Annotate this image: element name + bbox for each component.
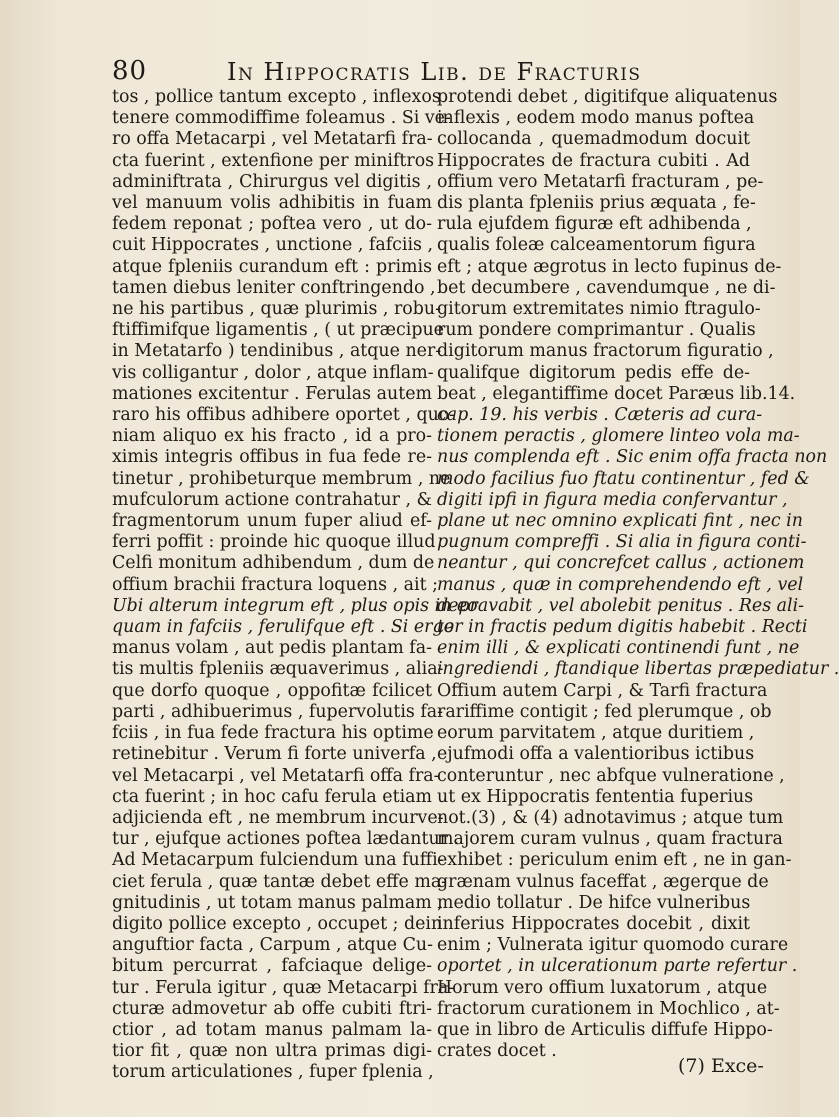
text-line: anguftior facta , Carpum , atque Cu- [112,935,433,956]
text-line: conteruntur , nec abfque vulneratione , [437,765,785,786]
text-line: fedem reponat ; poftea vero , ut do- [112,214,432,235]
text-line: quam in fafciis , ferulifque eft . Si ergo [112,617,455,638]
page-header [112,52,752,88]
text-line: pugnum compreffi . Si alia in figura conti- [437,532,807,553]
text-line: digitorum manus fractorum figuratio , [437,341,774,362]
text-line: inflexis , eodem modo manus poftea [437,108,755,129]
text-line: atque fpleniis curandum eft : primis [112,256,432,277]
text-line: tenere commodiffime foleamus . Si ve- [112,108,451,129]
text-line: gitorum extremitates nimio ftragulo- [437,299,761,320]
text-line: adjicienda eft , ne membrum incurve- [112,807,444,828]
text-line: Celfi monitum adhibendum , dum de [112,553,435,574]
text-line: tior fit , quæ non ultra primas digi- [112,1041,432,1062]
text-line: tionem peractis , glomere linteo vola ma- [437,426,800,447]
text-line: fractorum curationem in Mochlico , at- [437,998,780,1019]
text-line: manus volam , aut pedis plantam fa- [112,638,432,659]
running-title: In Hippocratis Lib. de Fracturis [227,58,642,86]
text-line: vel Metacarpi , vel Metatarfi offa fra- [112,765,440,786]
text-line: ctior , ad totam manus palmam la- [112,1019,432,1040]
text-line: neantur , qui concrefcet callus , actionem [437,553,805,574]
text-line: vis colligantur , dolor , atque inflam- [112,362,434,383]
text-line: Horum vero offium luxatorum , atque [437,977,768,998]
text-line: offium vero Metatarfi fracturam , pe- [437,171,764,192]
right-column [437,87,839,1062]
text-line: fragmentorum unum fuper aliud ef- [112,511,432,532]
text-line: Ad Metacarpum fulciendum una fuffi- [112,850,444,871]
text-line: ejufmodi offa a valentioribus ictibus [437,744,755,765]
text-line: ciet ferula , quæ tantæ debet effe ma- [112,871,448,892]
text-line: enim ; Vulnerata igitur quomodo curare [437,935,789,956]
text-line: cap. 19. his verbis . Cæteris ad cura- [437,405,763,426]
text-line: tos , pollice tantum excepto , inflexos [112,87,441,107]
text-line: retinebitur . Verum fi forte univerfa , [112,744,437,765]
text-line: beat , elegantiffime docet Paræus lib.14. [437,383,796,404]
text-line: gnitudinis , ut totam manus palmam , [112,892,443,913]
text-line: ftiffimifque ligamentis , ( ut præcipue [112,320,444,341]
text-line: digiti ipfi in figura media confervantur , [437,489,788,510]
text-line: torum articulationes , fuper fplenia , [112,1062,434,1083]
text-line: offium brachii fractura loquens , ait ; [112,574,438,595]
text-line: tur , ejufque actiones poftea lædantur . [112,829,460,850]
text-line: ut ex Hippocratis fententia fuperius [437,786,754,807]
text-line: ro offa Metacarpi , vel Metatarfi fra- [112,129,433,150]
text-line: Hippocrates de fractura cubiti . Ad [437,150,750,171]
page-number: 80 [112,56,148,86]
text-line: bet decumbere , cavendumque , ne di- [437,277,776,298]
text-line: mufculorum actione contrahatur , & [112,489,432,510]
text-line: cuit Hippocrates , unctione , fafciis , [112,235,434,256]
text-line: tis multis fpleniis æquaverimus , alia- [112,659,444,680]
text-line: niam aliquo ex his fracto , id a pro- [112,426,432,447]
catchword: (7) Exce- [678,1055,764,1077]
text-line: eorum parvitatem , atque duritiem , [437,723,755,744]
text-line: medio tollatur . De hifce vulneribus [437,892,751,913]
text-line: fciis , in fua fede fractura his optime [112,723,434,744]
text-line: protendi debet , digitifque aliquatenus [437,87,778,107]
text-line: nus complenda eft . Sic enim offa fracta non [437,447,828,468]
text-line: Offium autem Carpi , & Tarfi fractura [437,680,768,701]
text-line: qualis foleæ calceamentorum figura [437,235,756,256]
text-line: que dorfo quoque , oppofitæ fcilicet [112,680,432,701]
text-line: parti , adhibuerimus , fupervolutis fa- [112,701,444,722]
text-line: modo facilius fuo ftatu continentur , fed & [437,468,810,489]
text-line: enim illi , & explicati continendi funt , ne [437,638,800,659]
text-line: plane ut nec omnino explicati fint , nec in [437,511,803,532]
text-line: Ubi alterum integrum eft , plus opis in eo [112,595,478,616]
text-line: adminiftrata , Chirurgus vel digitis , [112,171,432,192]
text-line: vel manuum volis adhibitis in fuam [112,193,432,214]
text-line: ne his partibus , quæ plurimis , robu- [112,299,441,320]
text-line: raro his offibus adhibere oportet , quo- [112,405,456,426]
text-line: bitum percurrat , fafciaque delige- [112,956,432,977]
text-line: cta fuerint , extenfione per miniftros [112,150,435,171]
left-column [112,87,478,1084]
text-line: tinetur , prohibeturque membrum , ne [112,468,451,489]
text-line: exhibet : periculum enim eft , ne in gan- [437,850,792,871]
text-line: not.(3) , & (4) adnotavimus ; atque tum [437,807,784,828]
text-line: manus , quæ in comprehendendo eft , vel [437,574,804,595]
text-line: rum pondere comprimantur . Qualis [437,320,756,341]
text-line: ter in fractis pedum digitis habebit . Recti [437,617,808,638]
text-line: grænam vulnus faceffat , ægerque de [437,871,769,892]
text-line: eft ; atque ægrotus in lecto fupinus de- [437,256,782,277]
text-line: ingrediendi , ftandique libertas præpediatur . [437,659,839,680]
text-line: inferius Hippocrates docebit , dixit [437,913,750,934]
text-line: mationes excitentur . Ferulas autem [112,383,432,404]
text-line: digito pollice excepto , occupet ; dein [112,913,443,934]
text-line: rariffime contigit ; fed plerumque , ob [437,701,772,722]
text-line: in Metatarfo ) tendinibus , atque ner- [112,341,442,362]
text-line: tur . Ferula igitur , quæ Metacarpi fra- [112,977,455,998]
text-line: oportet , in ulcerationum parte refertur . [437,956,798,977]
text-line: depravabit , vel abolebit penitus . Res ali- [437,595,805,616]
text-line: collocanda , quemadmodum docuit [437,129,750,150]
text-line: rula ejufdem figuræ eft adhibenda , [437,214,752,235]
text-line: ximis integris offibus in fua fede re- [112,447,432,468]
text-line: cta fuerint ; in hoc cafu ferula etiam [112,786,432,807]
text-line: que in libro de Articulis diffufe Hippo- [437,1019,773,1040]
text-line: crates docet . [437,1041,557,1062]
text-line: dis planta fpleniis prius æquata , fe- [437,193,756,214]
text-line: ferri poffit : proinde hic quoque illud [112,532,436,553]
text-line: cturæ admovetur ab offe cubiti ftri- [112,998,432,1019]
text-line: tamen diebus leniter conftringendo , [112,277,436,298]
text-line: qualifque digitorum pedis effe de- [437,362,750,383]
text-line: majorem curam vulnus , quam fractura [437,829,783,850]
